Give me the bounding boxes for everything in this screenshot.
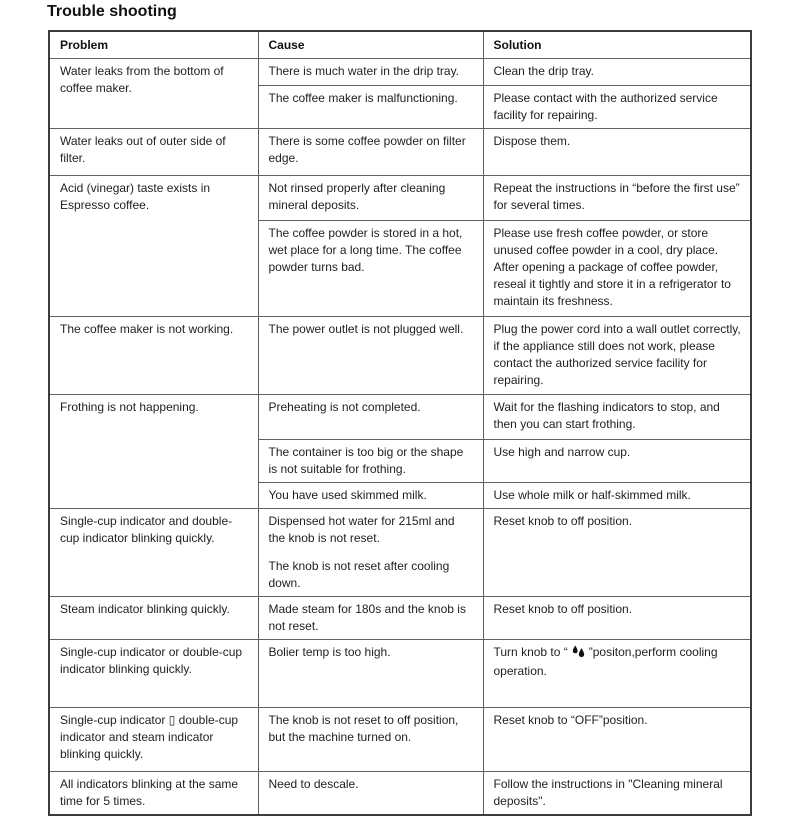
problem-cell: Single-cup indicator and double-cup indicator blinking quickly.: [49, 509, 258, 597]
cause-cell: [258, 509, 483, 597]
table-row: [49, 317, 751, 395]
cause-cell: Not rinsed properly after cleaning mineral deposits.: [258, 176, 483, 221]
table-row: [49, 597, 751, 640]
solution-cell: Reset knob to off position.: [483, 509, 751, 597]
solution-cell: [483, 640, 751, 708]
header-solution: Solution: [483, 31, 751, 59]
problem-cell: Frothing is not happening.: [49, 395, 258, 509]
table-header-row: [49, 31, 751, 59]
cause-cell: The power outlet is not plugged well.: [258, 317, 483, 395]
table-row: [49, 129, 751, 176]
cause-cell: The knob is not reset to off position, but the machine turned on.: [258, 708, 483, 772]
solution-cell: Dispose them.: [483, 129, 751, 176]
solution-cell: Repeat the instructions in “before the first use” for several times.: [483, 176, 751, 221]
water-drops-icon: [571, 645, 586, 663]
problem-cell: Water leaks from the bottom of coffee maker.: [49, 59, 258, 129]
solution-text-suffix: ”positon,perform cooling operation.: [493, 645, 718, 678]
solution-cell: Follow the instructions in "Cleaning mineral deposits".: [483, 772, 751, 816]
problem-cell: Water leaks out of outer side of filter.: [49, 129, 258, 176]
solution-cell: Use high and narrow cup.: [483, 440, 751, 483]
cause-cell: The coffee maker is malfunctioning.: [258, 86, 483, 129]
solution-text-prefix: Turn knob to “: [493, 645, 568, 659]
cause-cell: The coffee powder is stored in a hot, wet place for a long time. The coffee powder turns bad.: [258, 221, 483, 317]
solution-cell: Clean the drip tray.: [483, 59, 751, 86]
header-cause: Cause: [258, 31, 483, 59]
problem-cell: Acid (vinegar) taste exists in Espresso coffee.: [49, 176, 258, 317]
header-problem: Problem: [49, 31, 258, 59]
table-row: [49, 509, 751, 597]
table-row: [49, 772, 751, 816]
problem-cell: All indicators blinking at the same time for 5 times.: [49, 772, 258, 816]
problem-cell: Single-cup indicator or double-cup indicator blinking quickly.: [49, 640, 258, 708]
problem-cell: Single-cup indicator ▯ double-cup indicator and steam indicator blinking quickly.: [49, 708, 258, 772]
problem-cell: Steam indicator blinking quickly.: [49, 597, 258, 640]
cause-cell: There is much water in the drip tray.: [258, 59, 483, 86]
cause-cell: There is some coffee powder on filter edge.: [258, 129, 483, 176]
table-row: [49, 708, 751, 772]
problem-cell: The coffee maker is not working.: [49, 317, 258, 395]
solution-cell: Please use fresh coffee powder, or store unused coffee powder in a cool, dry place. After opening a package of coffee powder, reseal it tightly and store it in a refrigerator to maintain its freshness.: [483, 221, 751, 317]
solution-cell: Reset knob to off position.: [483, 597, 751, 640]
solution-cell: Use whole milk or half-skimmed milk.: [483, 483, 751, 509]
cause-cell: You have used skimmed milk.: [258, 483, 483, 509]
solution-cell: Plug the power cord into a wall outlet correctly, if the appliance still does not work, please contact the authorized service facility for repairing.: [483, 317, 751, 395]
cause-cell: Need to descale.: [258, 772, 483, 816]
solution-cell: Please contact with the authorized service facility for repairing.: [483, 86, 751, 129]
table-row: [49, 640, 751, 708]
table-row: [49, 395, 751, 440]
cause-cell: Made steam for 180s and the knob is not reset.: [258, 597, 483, 640]
page-title: Trouble shooting: [47, 3, 177, 20]
solution-cell: Wait for the flashing indicators to stop, and then you can start frothing.: [483, 395, 751, 440]
table-row: [49, 59, 751, 86]
cause-paragraph: Dispensed hot water for 215ml and the knob is not reset.: [268, 514, 455, 545]
solution-cell: Reset knob to “OFF”position.: [483, 708, 751, 772]
cause-cell: The container is too big or the shape is not suitable for frothing.: [258, 440, 483, 483]
cause-cell: Preheating is not completed.: [258, 395, 483, 440]
cause-paragraph: The knob is not reset after cooling down.: [268, 559, 450, 590]
troubleshooting-table: [48, 30, 752, 816]
cause-cell: Bolier temp is too high.: [258, 640, 483, 708]
table-row: [49, 176, 751, 221]
